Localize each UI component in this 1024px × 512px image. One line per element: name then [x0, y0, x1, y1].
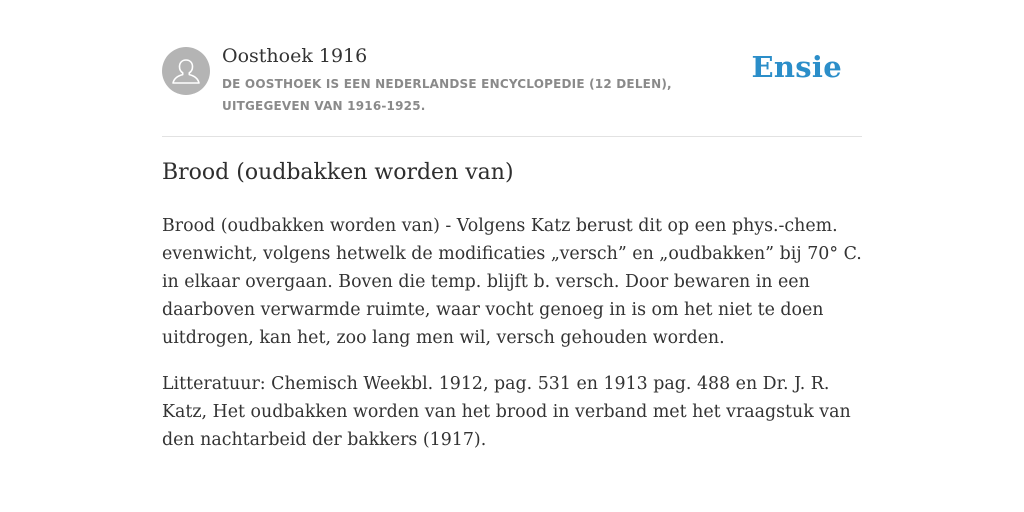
article-paragraph: Brood (oudbakken worden van) - Volgens Katz berust dit op een phys.-chem. evenwicht, volgens hetwelk de modificaties „versch” en „oudbakken” bij 70° C. in elkaar overgaan. Boven die temp. blijft b. versch. Door bewaren in een daarboven verwarmde ruimte, waar vocht genoeg in is om het niet te doen uitdrogen, kan het, zoo lang men wil, versch gehouden worden.	[162, 216, 862, 348]
source-description: DE OOSTHOEK IS EEN NEDERLANDSE ENCYCLOPEDIE (12 DELEN), UITGEGEVEN VAN 1916-1925.	[222, 77, 672, 113]
ensie-logo[interactable]: Ensie	[751, 50, 842, 84]
article-title: Brood (oudbakken worden van)	[162, 160, 514, 185]
source-header	[162, 44, 862, 137]
user-icon	[162, 47, 210, 95]
source-name[interactable]: Oosthoek 1916	[222, 45, 368, 67]
source-avatar[interactable]	[162, 47, 210, 95]
article-body	[162, 212, 867, 472]
article-paragraph: Litteratuur: Chemisch Weekbl. 1912, pag. 531 en 1913 pag. 488 en Dr. J. R. Katz, Het oudbakken worden van het brood in verband met het vraagstuk van den nachtarbeid der bakkers (1917).	[162, 374, 851, 450]
